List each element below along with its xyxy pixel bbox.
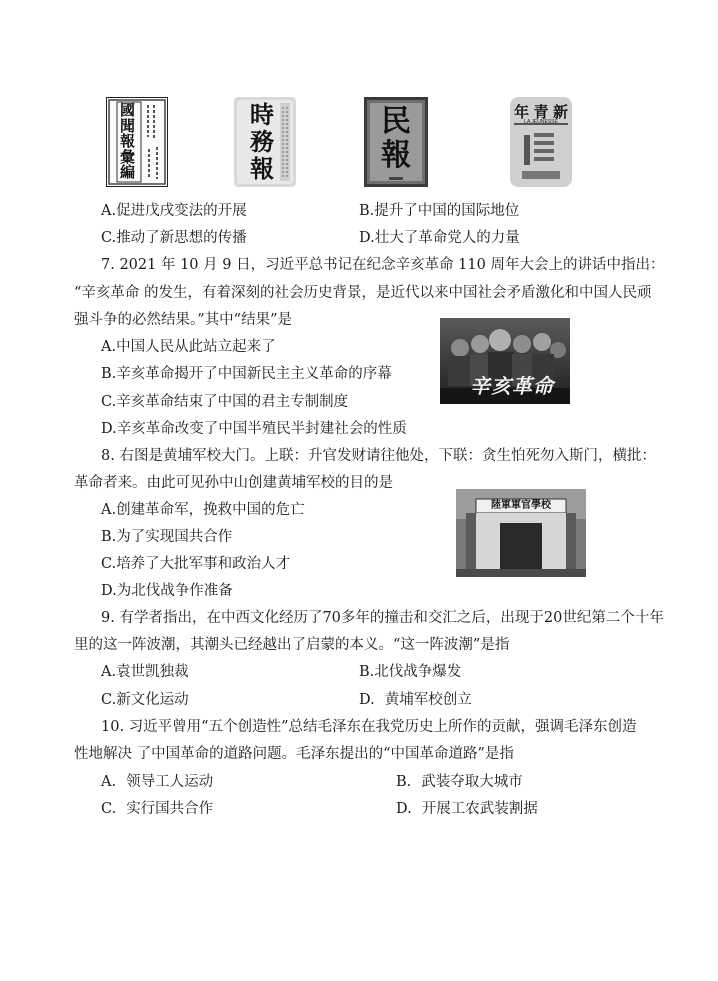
option-text: 辛亥革命改变了中国半殖民半封建社会的性质 [116,421,407,437]
option-letter: A. [101,339,117,355]
q7-option-c [101,392,348,412]
option-letter: D. [359,230,375,246]
title-char: 報 [381,138,411,173]
title-char: 編 [120,163,136,181]
title-char: 時 [250,100,274,129]
newspaper-guowen-title [120,103,138,181]
newspaper-xinqingnian-image [510,97,572,187]
option-text: 辛亥革命揭开了中国新民主主义革命的序幕 [116,366,392,382]
title-char: 彙 [120,147,136,166]
option-text: 辛亥革命结束了中国的君主专制制度 [116,394,349,410]
q10-option-a [101,772,213,792]
q8-option-b [101,527,232,547]
option-letter: C. [101,692,117,708]
option-letter: B. [359,664,375,680]
option-text: 创建革命军，挽救中国的危亡 [116,502,305,518]
q9-stem-line1: 9. 有学者指出，在中西文化经历了70多年的撞击和交汇之后，出现于20世纪第二个十年 [101,610,664,626]
option-text: 开展工农武装割据 [421,801,538,817]
option-text: 袁世凯独裁 [116,664,189,680]
q9-stem-line2: 里的这一阵波潮，其潮头已经越出了启蒙的本义。“这一阵波潮”是指 [74,637,510,653]
q7-option-b [101,364,392,384]
option-text: 壮大了革命党人的力量 [374,230,520,246]
option-letter: D. [101,583,117,599]
q7-stem-line3: 强斗争的必然结果。”其中“结果”是 [74,312,292,328]
newspaper-xinqingnian-subtitle: LA JEUNESSE [524,119,558,125]
option-letter: B. [359,203,375,219]
option-letter: A. [101,774,117,790]
xinhai-revolution-photo [440,318,570,404]
option-letter: A. [101,203,117,219]
option-text: 北伐战争爆发 [374,664,462,680]
option-letter: D. [396,801,412,817]
option-text: 新文化运动 [116,692,189,708]
option-letter: B. [396,774,412,790]
whampoa-gate-sign: 陸軍軍官學校 [491,500,551,511]
title-char: 青 [533,103,549,121]
title-char: 務 [250,127,274,156]
option-text: 为北伐战争作准备 [116,583,233,599]
q8-option-d [101,581,233,601]
xinhai-photo-caption: 辛亥革命 [470,374,554,398]
option-text: 实行国共合作 [126,801,214,817]
q6-option-a [101,201,247,221]
option-letter: C. [101,230,117,246]
option-text: 提升了中国的国际地位 [374,203,520,219]
title-char: 報 [120,132,136,150]
q9-option-b [359,662,461,682]
option-letter: B. [101,529,117,545]
option-text: 为了实现国共合作 [116,529,233,545]
newspaper-guowen-image [106,97,168,187]
option-letter: D. [101,421,117,437]
q6-option-b [359,201,519,221]
option-letter: A. [101,502,117,518]
q10-stem-line2: 性地解决 了中国革命的道路问题。毛泽东提出的“中国革命道路”是指 [74,746,514,762]
option-text: 培养了大批军事和政治人才 [116,556,291,572]
option-letter: C. [101,556,117,572]
option-text: 领导工人运动 [126,774,214,790]
title-char: 年 [514,103,530,121]
newspaper-minbao-image [364,97,428,187]
option-letter: A. [101,664,117,680]
q9-option-a [101,662,189,682]
q8-option-a [101,500,305,520]
option-letter: B. [101,366,117,382]
newspaper-minbao-title [374,105,418,173]
option-text: 推动了新思想的传播 [116,230,247,246]
q7-option-d [101,419,407,439]
q7-option-a [101,337,276,357]
q9-option-d [359,690,472,710]
whampoa-gate-photo [456,489,586,577]
q6-option-c [101,228,247,248]
option-text: 促进戊戌变法的开展 [116,203,247,219]
option-letter: C. [101,801,117,817]
title-char: 聞 [120,116,136,135]
title-char: 報 [250,154,274,183]
title-char: 國 [120,101,136,119]
title-char: 民 [381,104,411,139]
q10-option-c [101,799,213,819]
option-letter: D. [359,692,375,708]
newspaper-shiwu-title [244,101,280,182]
option-text: 武装夺取大城市 [421,774,523,790]
q7-stem-line1: 7. 2021 年 10 月 9 日，习近平总书记在纪念辛亥革命 110 周年大会上的讲话中指出： [101,257,665,273]
q10-stem-line1: 10. 习近平曾用“五个创造性”总结毛泽东在我党历史上所作的贡献，强调毛泽东创造 [101,719,637,735]
q8-option-c [101,554,290,574]
q7-stem-line2: “辛亥革命 的发生，有着深刻的社会历史背景，是近代以来中国社会矛盾激化和中国人民顽 [74,285,652,301]
q8-stem-line1: 8. 右图是黄埔军校大门。上联：升官发财请往他处，下联：贪生怕死勿入斯门，横批： [101,448,656,464]
option-text: 黄埔军校创立 [384,692,472,708]
option-letter: C. [101,394,117,410]
q10-option-d [396,799,538,819]
q10-option-b [396,772,523,792]
q8-stem-line2: 革命者来。由此可见孙中山创建黄埔军校的目的是 [74,475,393,491]
newspaper-shiwu-image [234,97,296,187]
title-char: 新 [552,103,568,121]
q9-option-c [101,690,189,710]
q6-option-d [359,228,520,248]
option-text: 中国人民从此站立起来了 [116,339,276,355]
